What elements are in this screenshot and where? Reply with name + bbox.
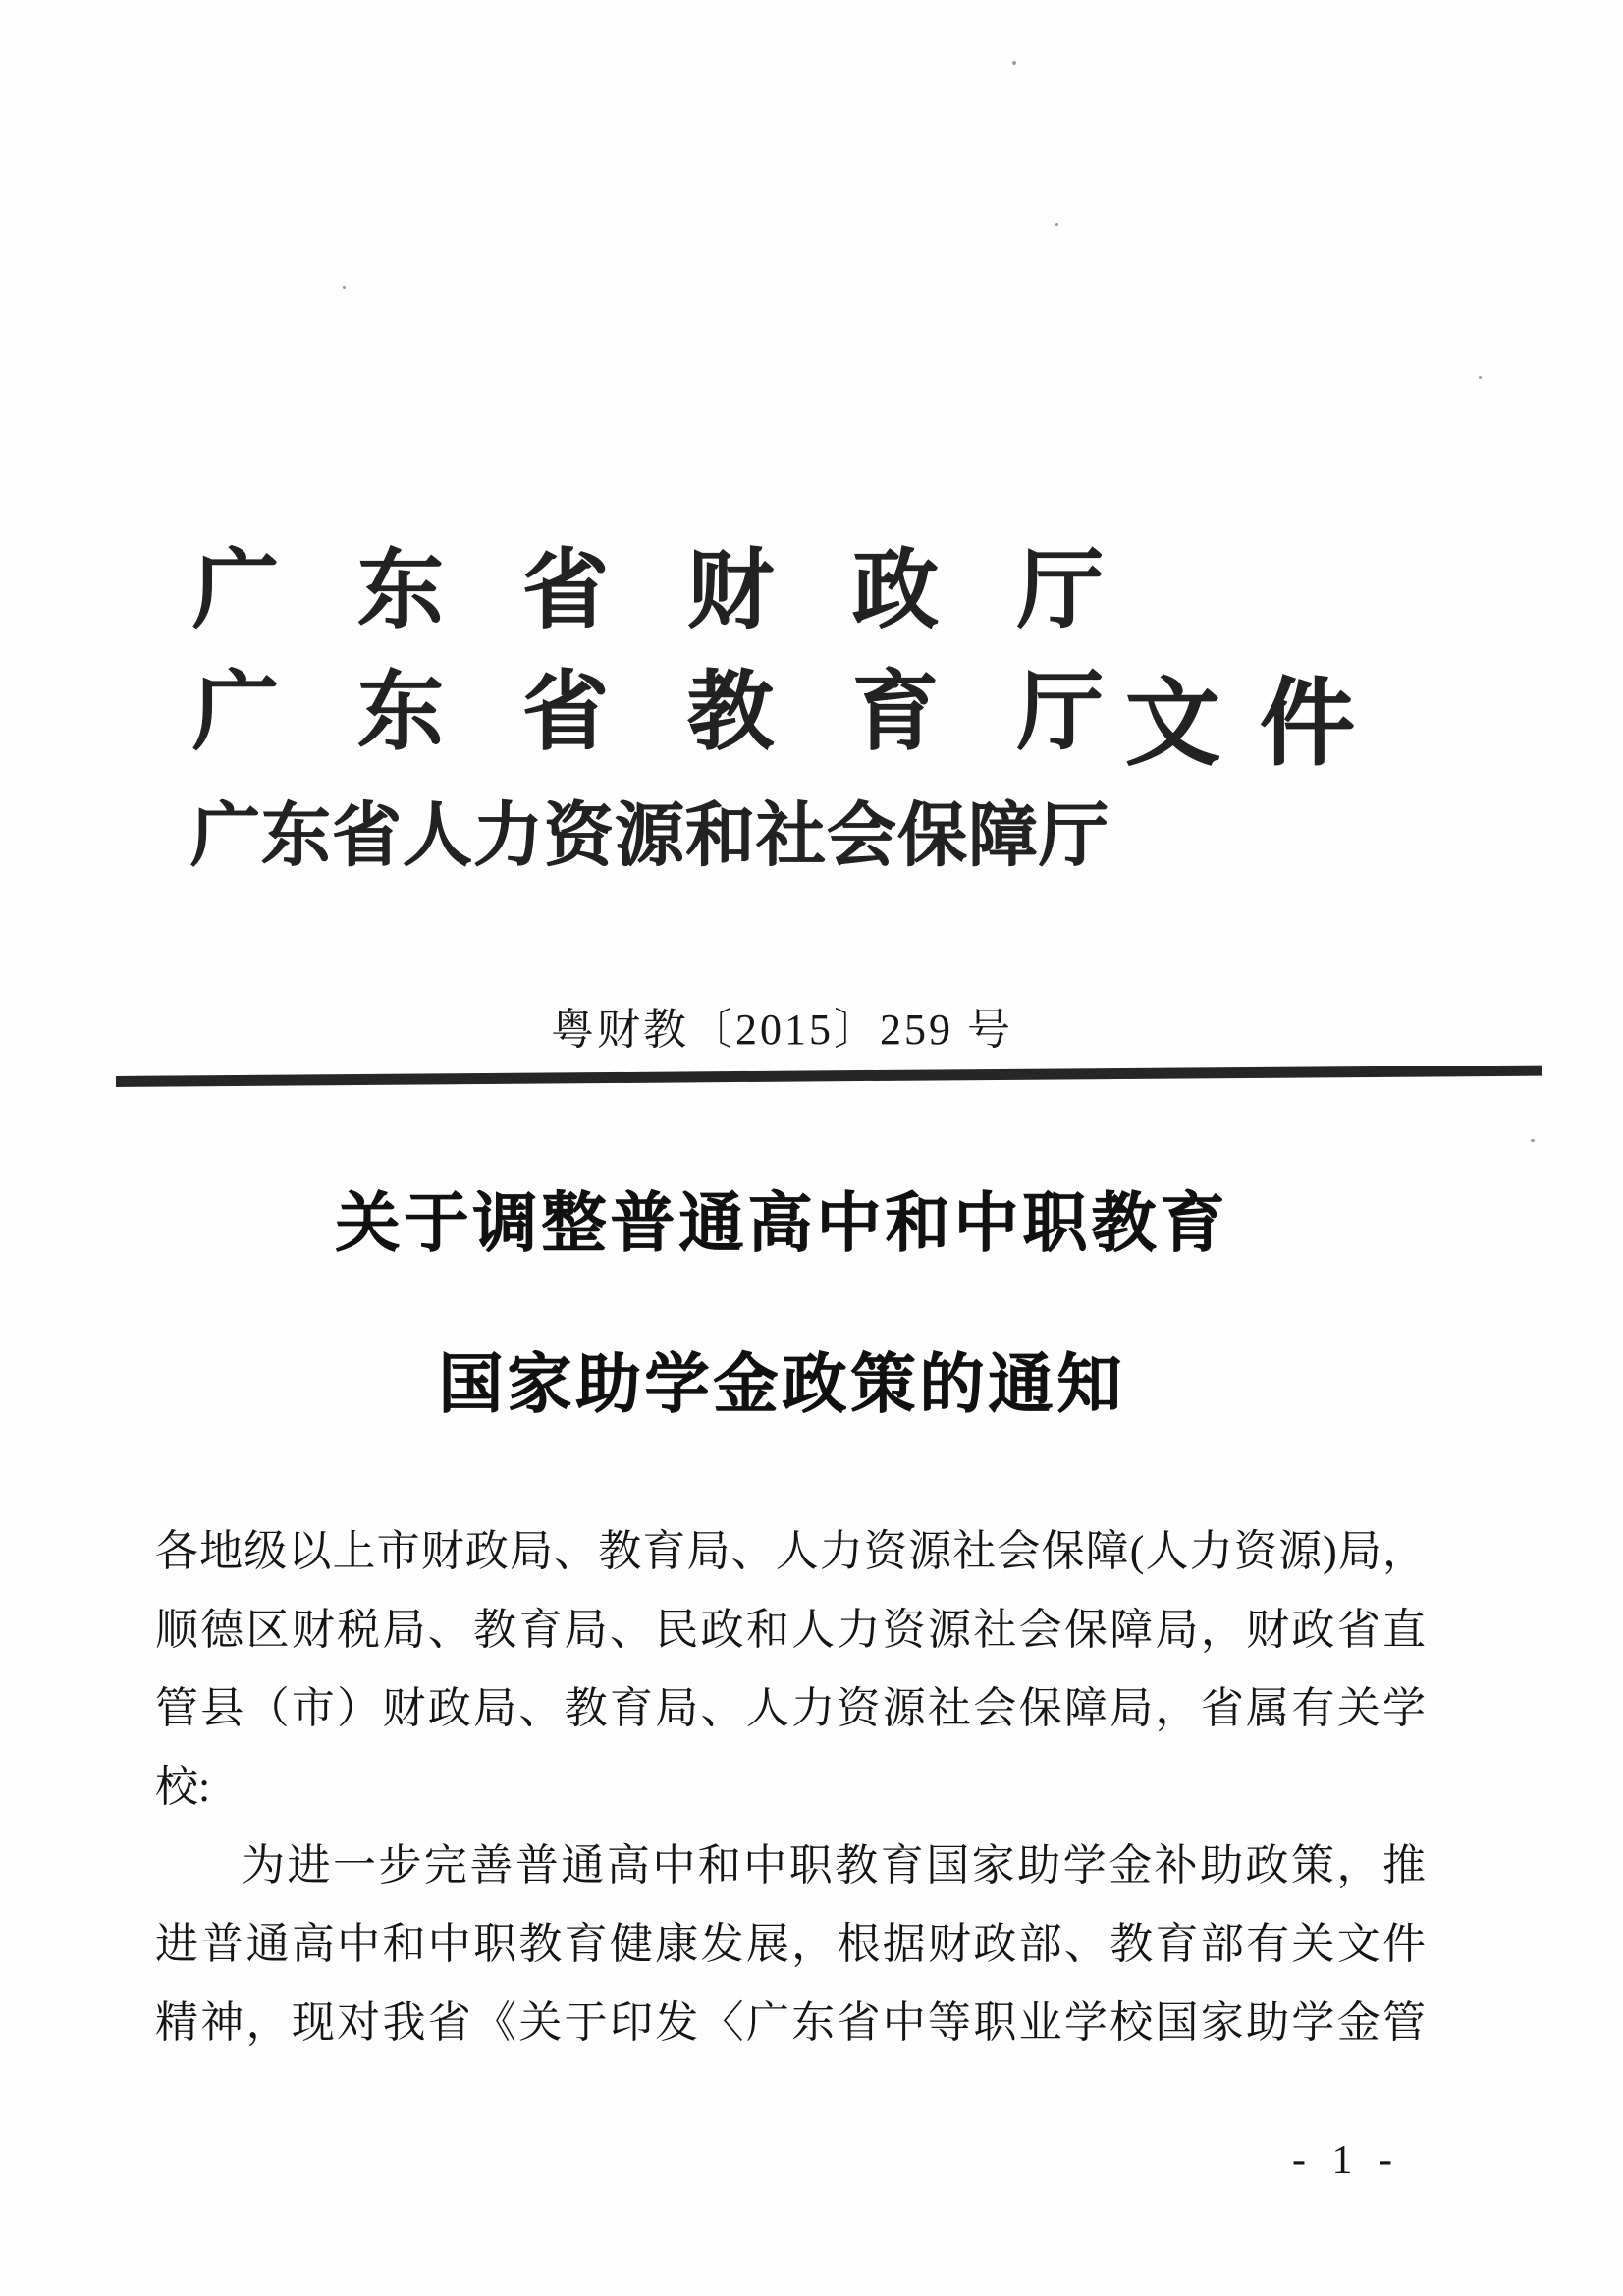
body-line-paragraph-1: 为进一步完善普通高中和中职教育国家助学金补助政策，推 [242,1841,1426,1889]
body-line-paragraph-3: 精神，现对我省《关于印发〈广东省中等职业学校国家助学金管 [155,1998,1426,2047]
body-line-recipients-2: 顺德区财税局、教育局、民政和人力资源社会保障局，财政省直 [155,1606,1426,1654]
scan-speck [1012,61,1016,65]
body-line-recipients-1: 各地级以上市财政局、教育局、人力资源社会保障(人力资源)局， [155,1527,1426,1575]
letterhead-agency-education-dept: 广东省教育厅 [192,666,1183,761]
document-title-line-2: 国家助学金政策的通知 [438,1349,1126,1421]
document-body [155,1512,1426,2062]
letterhead-agency-finance-dept: 广东省财政厅 [192,544,1183,639]
letterhead-separator-rule [116,1066,1542,1087]
letterhead-agency-hr-social-security-dept: 广东省人力资源和社会保障厅 [190,798,1110,875]
scan-speck [343,286,346,289]
scan-speck [1055,223,1058,226]
scan-speck [1531,1139,1535,1142]
body-line-recipients-4: 校: [155,1763,211,1811]
body-line-paragraph-2: 进普通高中和中职教育健康发展，根据财政部、教育部有关文件 [155,1920,1426,1968]
scan-speck [1479,376,1482,379]
letterhead-document-marker: 文件 [1125,672,1394,777]
document-title-line-1: 关于调整普通高中和中职教育 [335,1188,1229,1260]
page-number: - 1 - [1292,2138,1400,2183]
body-line-recipients-3: 管县（市）财政局、教育局、人力资源社会保障局，省属有关学 [155,1684,1426,1732]
document-number: 粤财教〔2015〕259 号 [551,1006,1013,1054]
